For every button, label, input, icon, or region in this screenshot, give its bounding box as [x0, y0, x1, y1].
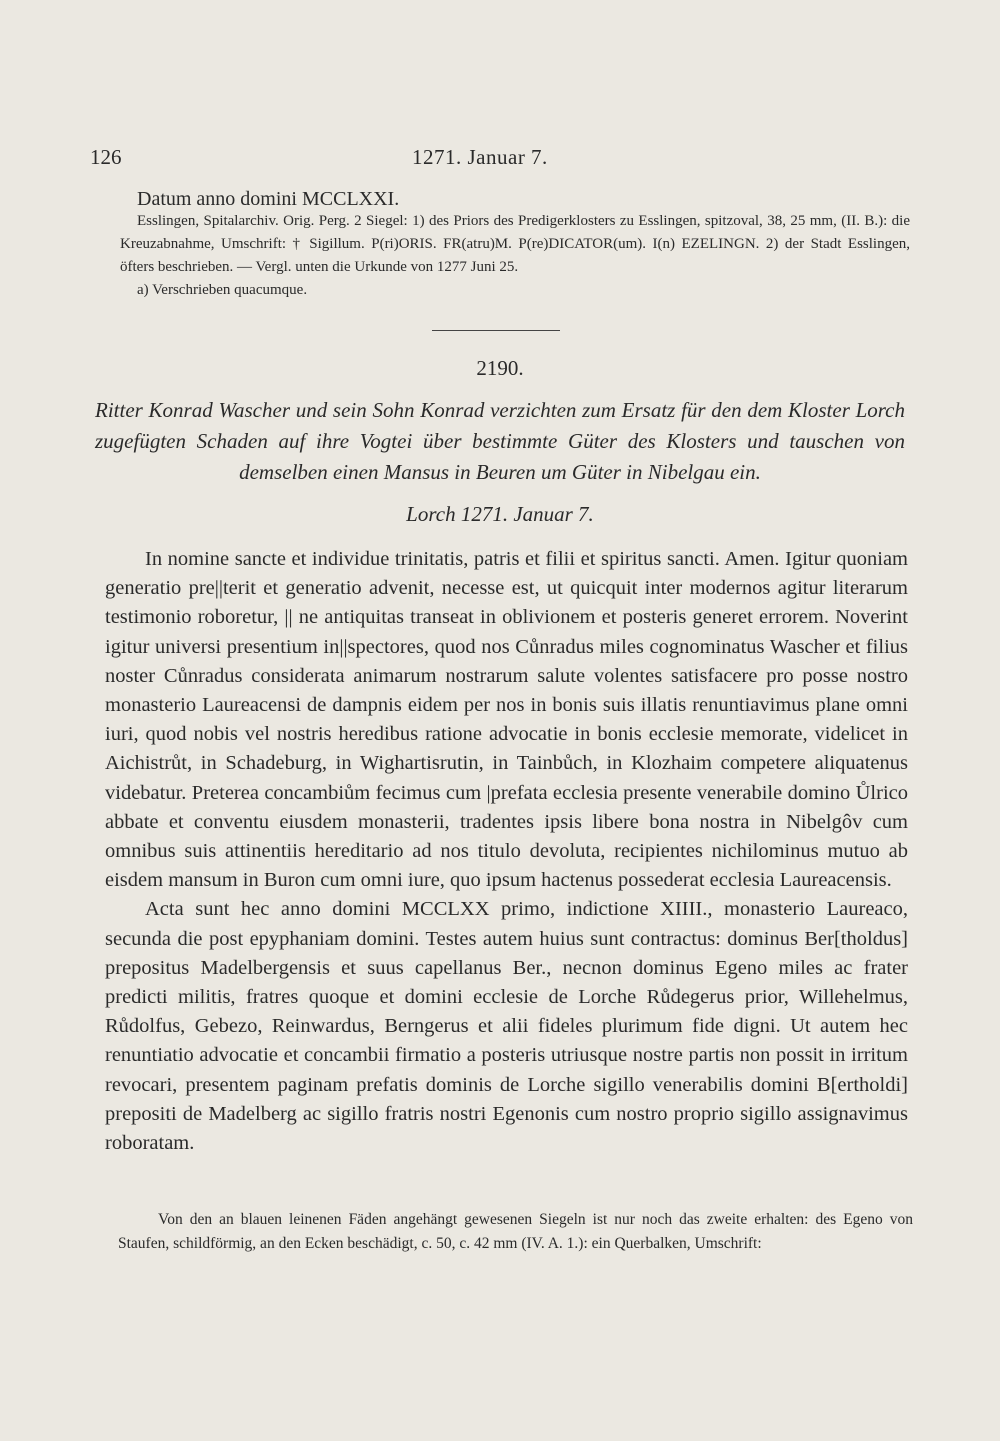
charter-regest: Ritter Konrad Wascher und sein Sohn Konrad verzichten zum Ersatz für den dem Kloster Lorch zugefügten Schaden auf ihre Vogtei über bestimmte Güter des Klosters und tauschen von demselben einen Mansus in Beuren um Güter in Nibelgau ein. [95, 398, 905, 484]
charter-place-date: Lorch 1271. Januar 7. [406, 502, 594, 526]
charter-text [105, 545, 908, 1158]
textual-note: a) Verschrieben quacumque. [137, 282, 308, 298]
previous-charter-notes [120, 210, 910, 302]
header-date: 1271. Januar 7. [412, 145, 548, 169]
seal-footnote [118, 1208, 913, 1256]
charter-number: 2190. [476, 356, 524, 380]
charter-paragraph: In nomine sancte et individue trinitatis, patris et filii et spiritus sancti. Amen. Igitur quoniam generatio pre||terit et generatio advenit, necesse est, ut quicquit inter modernos agitur literarum testimonio roboretur, || ne antiquitas transeat in oblivionem et posteris generet errorem. Noverint igitur universi presentium in||spectores, quod nos Cůnradus miles cognominatus Wascher et filius noster Cůnradus considerata animarum nostrarum salute volentes satisfacere pro posse nostro monasterio Laureacensi de dampnis eidem per nos in bonis suis illatis renuntiavimus plane omni iuri, quod nobis vel nostris heredibus ratione advocatie in bonis ecclesie memorate, videlicet in Aichistrůt, in Schadeburg, in Wighartisrutin, in Tainbůch, in Klozhaim competere aliquatenus videbatur. Preterea concambiům fecimus cum |prefata ecclesia presente venerabile domino Ůlrico abbate et conventu eiusdem monasterii, tradentes ipsis libere bona nostra in Nibelgôv cum omnibus suis attinentiis hereditario ad nos titulo devoluta, recipientes nichilominus mutuo ab eisdem mansum in Buron cum omni iure, quo ipsum hactenus possederat ecclesia Laureacensis. [105, 548, 908, 892]
archival-note: Esslingen, Spitalarchiv. Orig. Perg. 2 Siegel: 1) des Priors des Predigerklosters zu Esslingen, spitzoval, 38, 25 mm, (II. B.): die Kreuzabnahme, Umschrift: † Sigillum. P(ri)ORIS. FR(atru)M. P(re)DICATOR(um). I(n) EZELINGN. 2) der Stadt Esslingen, öfters beschrieben. — Vergl. unten die Urkunde von 1277 Juni 25. [120, 213, 910, 275]
footnote-text: Von den an blauen leinenen Fäden angehängt gewesenen Siegeln ist nur noch das zweite erhalten: des Egeno von Staufen, schildförmig, an den Ecken beschädigt, c. 50, c. 42 mm (IV. A. 1.): ein Querbalken, Umschrift: [118, 1211, 913, 1252]
page-number: 126 [90, 145, 122, 169]
running-header [90, 145, 910, 175]
charter-paragraph: Acta sunt hec anno domini MCCLXX primo, indictione XIIII., monasterio Laureaco, secunda die post epyphaniam domini. Testes autem huius sunt contractus: dominus Ber[tholdus] prepositus Madelbergensis et suus capellanus Ber., necnon dominus Egeno miles ac frater predicti militis, fratres quoque et domini ecclesie de Lorche Růdegerus prior, Willehelmus, Růdolfus, Gebezo, Reinwardus, Berngerus et alii fideles plurimum fide digni. Ut autem hec renuntiatio advocatie et concambii firmatio a posteris utriusque nostre partis non possit in irritum revocari, presentem paginam prefatis dominis de Lorche sigillo venerabilis domini B[ertholdi] prepositi de Madelberg ac sigillo fratris nostri Egenonis cum nostro proprio sigillo assignavimus roboratam. [105, 898, 908, 1155]
previous-charter-datum: Datum anno domini MCCLXXI. [137, 188, 400, 210]
section-divider [432, 330, 560, 331]
